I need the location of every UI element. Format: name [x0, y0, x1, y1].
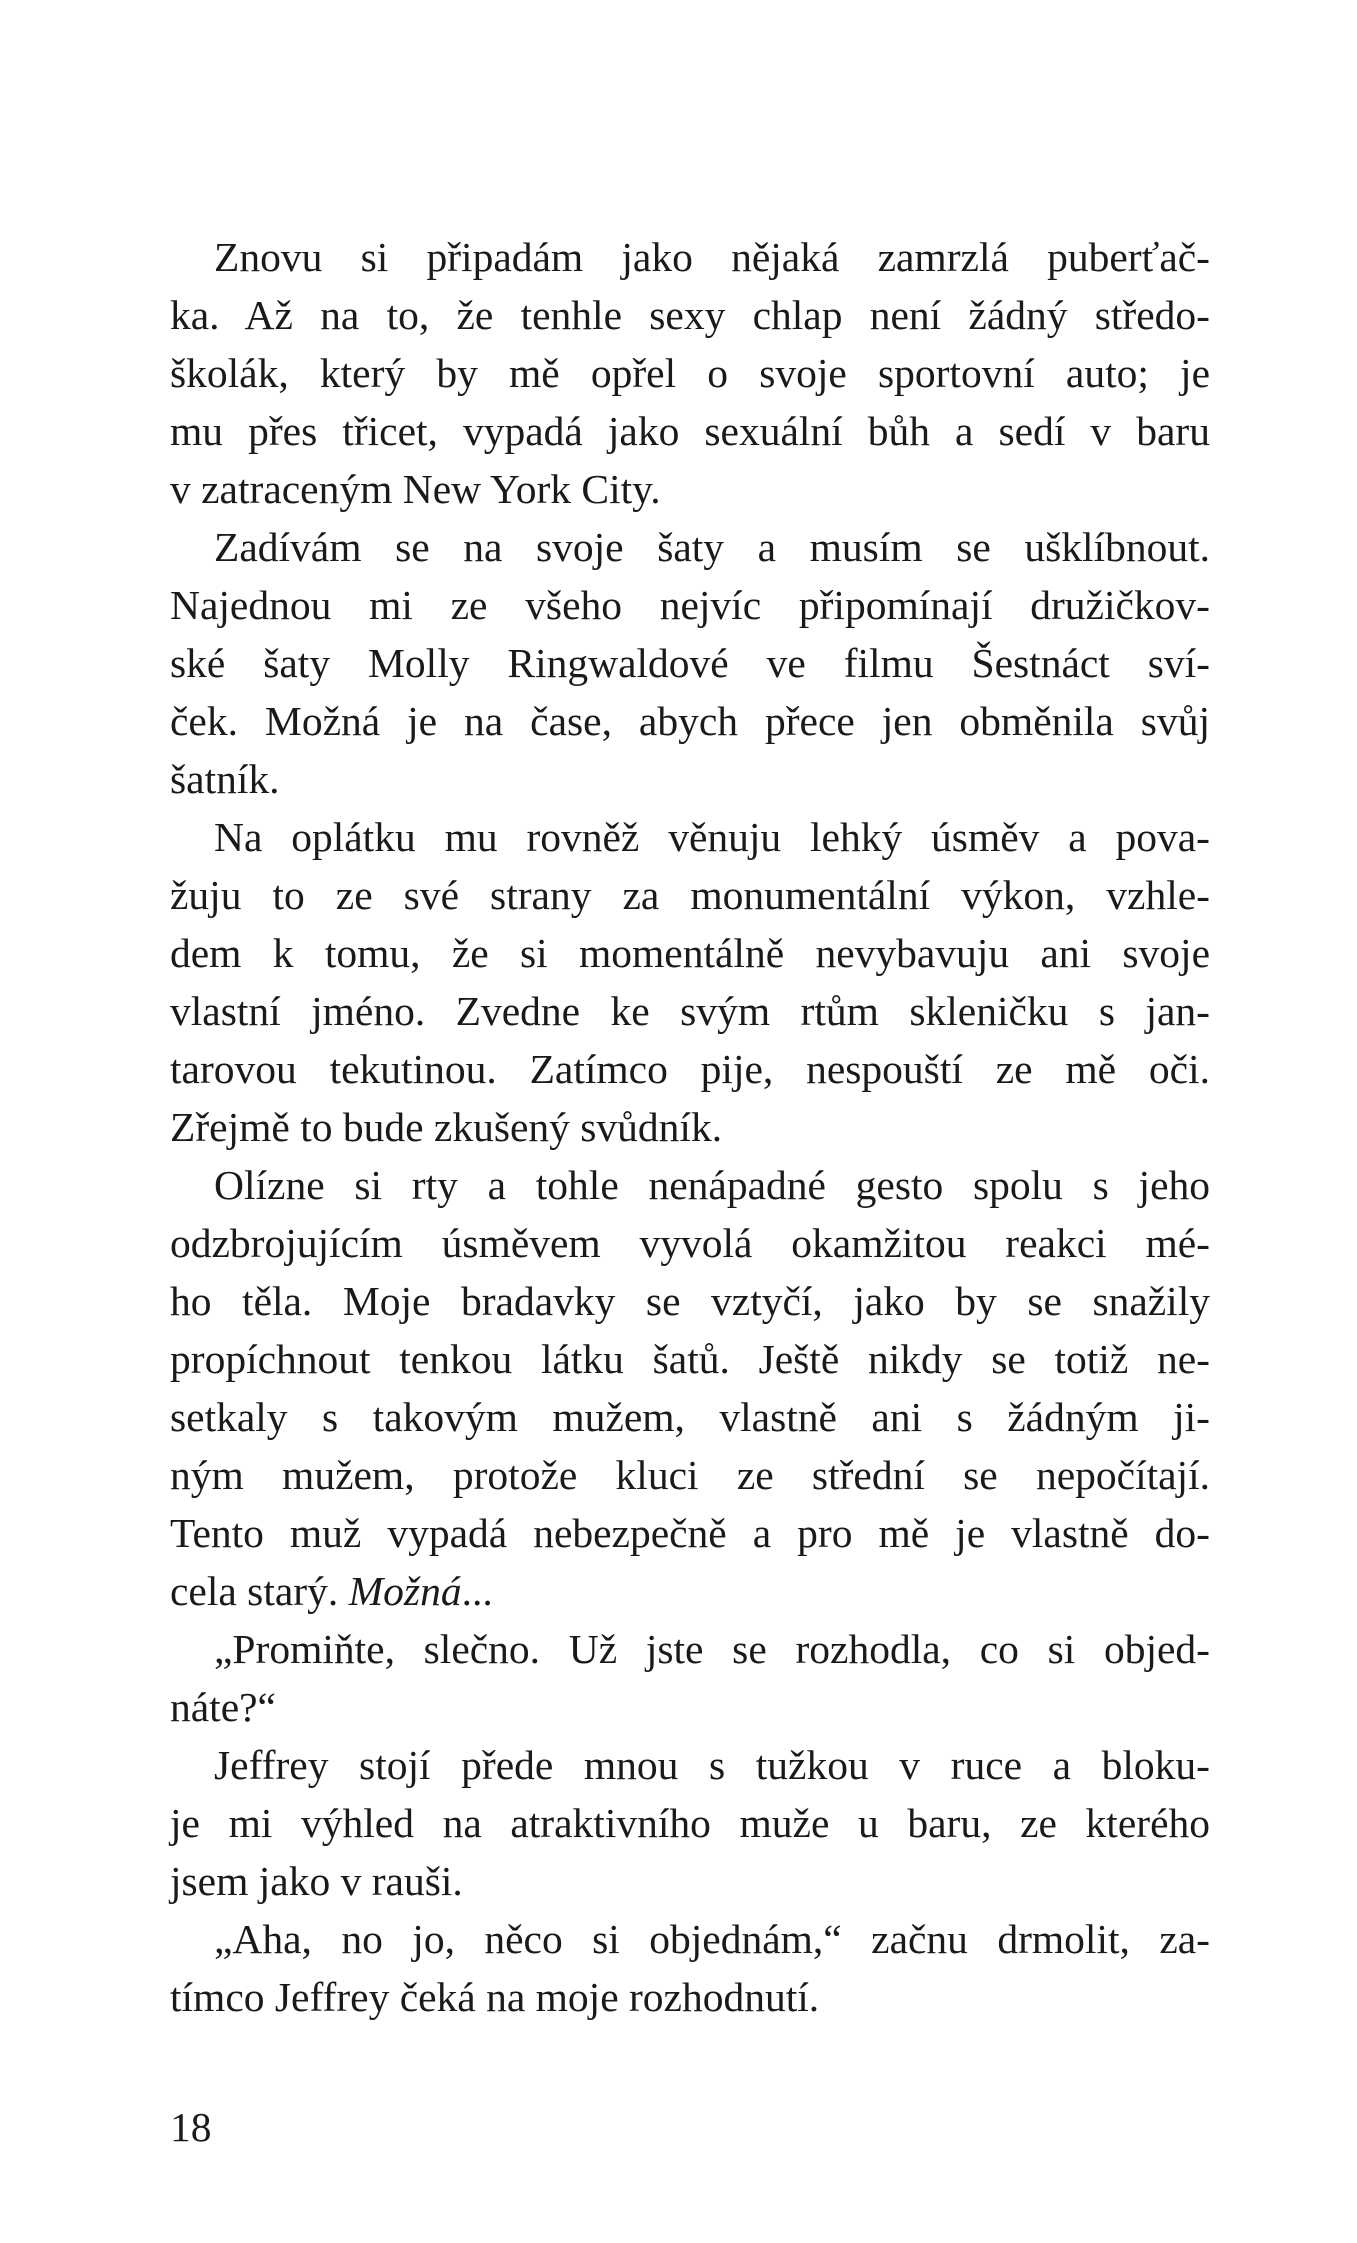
- text-line: [170, 1156, 1210, 1214]
- text-line-content: Zadívám se na svoje šaty a musím se ušklíbnout.: [214, 524, 1210, 570]
- text-line-content: vlastní jméno. Zvedne ke svým rtům skleničku s jan-: [170, 988, 1210, 1034]
- text-line: [170, 1388, 1210, 1446]
- text-line: [170, 286, 1210, 344]
- text-line: [170, 1736, 1210, 1794]
- text-line: [170, 634, 1210, 692]
- ellipsis: ...: [461, 1568, 493, 1614]
- text-line-content: žuju to ze své strany za monumentální výkon, vzhle-: [170, 872, 1210, 918]
- text-line-content: ské šaty Molly Ringwaldové ve filmu Šestnáct sví-: [170, 640, 1210, 686]
- text-line: [170, 228, 1210, 286]
- text-line: [170, 402, 1210, 460]
- text-line-content: Na oplátku mu rovněž věnuju lehký úsměv a pova-: [214, 814, 1210, 860]
- text-line: [170, 866, 1210, 924]
- text-line-content: ho těla. Moje bradavky se vztyčí, jako by se snažily: [170, 1278, 1210, 1324]
- italic-word: Možná: [348, 1568, 462, 1614]
- text-line-content: školák, který by mě opřel o svoje sportovní auto; je: [170, 350, 1210, 396]
- text-line-content: Tento muž vypadá nebezpečně a pro mě je vlastně do-: [170, 1510, 1210, 1556]
- text-line: [170, 750, 1210, 808]
- text-line: [170, 982, 1210, 1040]
- text-line-content: ček. Možná je na čase, abych přece jen obměnila svůj: [170, 698, 1210, 744]
- text-line: [170, 1562, 1210, 1620]
- text-line-content: setkaly s takovým mužem, vlastně ani s žádným ji-: [170, 1394, 1210, 1440]
- text-line-content: šatník.: [170, 756, 280, 802]
- text-line: [170, 1678, 1210, 1736]
- text-line: [170, 1968, 1210, 2026]
- page-number: 18: [170, 2104, 212, 2150]
- text-line: [170, 576, 1210, 634]
- text-line: [170, 1504, 1210, 1562]
- text-line-content: Olízne si rty a tohle nenápadné gesto spolu s jeho: [214, 1162, 1210, 1208]
- text-line-content: propíchnout tenkou látku šatů. Ještě nikdy se totiž ne-: [170, 1336, 1210, 1382]
- text-line: [170, 1794, 1210, 1852]
- text-line: [170, 1446, 1210, 1504]
- text-line-content: je mi výhled na atraktivního muže u baru, ze kterého: [170, 1800, 1210, 1846]
- text-line: [170, 518, 1210, 576]
- text-line: [170, 1040, 1210, 1098]
- text-line-content: cela starý.: [170, 1568, 349, 1614]
- text-line-content: odzbrojujícím úsměvem vyvolá okamžitou reakci mé-: [170, 1220, 1210, 1266]
- text-line-content: „Aha, no jo, něco si objednám,“ začnu drmolit, za-: [214, 1916, 1210, 1962]
- text-line: [170, 1214, 1210, 1272]
- text-line-content: mu přes třicet, vypadá jako sexuální bůh a sedí v baru: [170, 408, 1210, 454]
- text-line: [170, 924, 1210, 982]
- text-line-content: Najednou mi ze všeho nejvíc připomínají družičkov-: [170, 582, 1210, 628]
- text-line-content: ným mužem, protože kluci ze střední se nepočítají.: [170, 1452, 1210, 1498]
- text-line-content: Znovu si připadám jako nějaká zamrzlá puberťač-: [214, 234, 1210, 280]
- text-line-content: „Promiňte, slečno. Už jste se rozhodla, co si objed-: [214, 1626, 1210, 1672]
- text-line-content: náte?“: [170, 1684, 276, 1730]
- text-line: [170, 1910, 1210, 1968]
- text-line-content: tímco Jeffrey čeká na moje rozhodnutí.: [170, 1974, 820, 2020]
- text-line: [170, 460, 1210, 518]
- text-line: [170, 1852, 1210, 1910]
- text-line-content: v zatraceným New York City.: [170, 466, 661, 512]
- text-line-content: dem k tomu, že si momentálně nevybavuju ani svoje: [170, 930, 1210, 976]
- text-line: [170, 344, 1210, 402]
- text-line: [170, 1330, 1210, 1388]
- text-line: [170, 692, 1210, 750]
- text-line: [170, 808, 1210, 866]
- text-line-content: Jeffrey stojí přede mnou s tužkou v ruce a bloku-: [214, 1742, 1210, 1788]
- text-line: [170, 1098, 1210, 1156]
- text-line: [170, 1272, 1210, 1330]
- text-line-content: tarovou tekutinou. Zatímco pije, nespouští ze mě oči.: [170, 1046, 1210, 1092]
- text-line-content: Zřejmě to bude zkušený svůdník.: [170, 1104, 723, 1150]
- text-line: [170, 1620, 1210, 1678]
- body-text: [170, 228, 1210, 2026]
- text-line-content: jsem jako v rauši.: [170, 1858, 463, 1904]
- text-line-content: ka. Až na to, že tenhle sexy chlap není žádný středo-: [170, 292, 1210, 338]
